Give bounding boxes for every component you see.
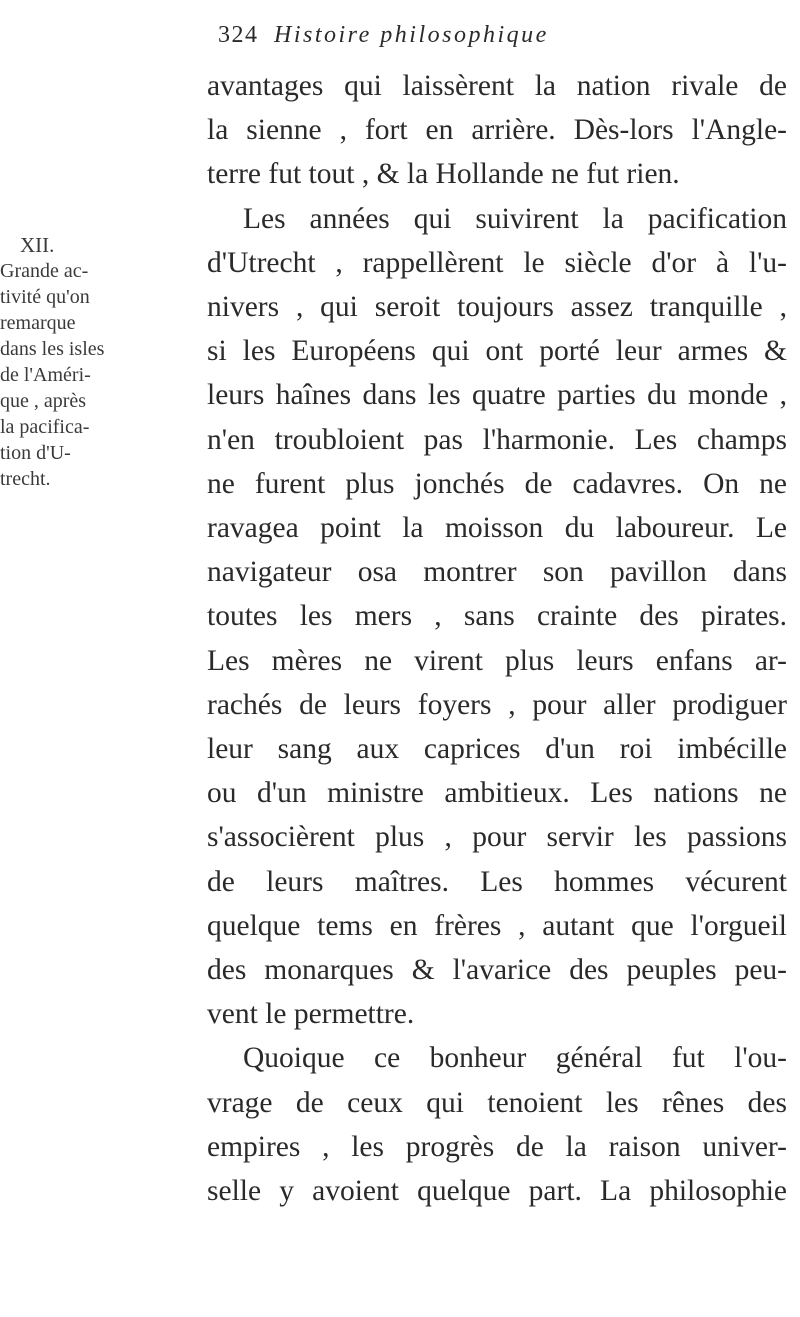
text-line: navigateur osa montrer son pavillon dans (207, 556, 787, 589)
text-line: quelque tems en frères , autant que l'orgueil (207, 909, 787, 942)
text-line: Les années qui suivirent la pacification (243, 202, 787, 235)
text-line: ravagea point la moisson du laboureur. Le (207, 512, 787, 545)
text-line: Les mères ne virent plus leurs enfans ar- (207, 644, 787, 677)
text-line: terre fut tout , & la Hollande ne fut rien. (207, 158, 680, 191)
text-line: selle y avoient quelque part. La philosophie (207, 1175, 787, 1208)
text-line: avantages qui laissèrent la nation rivale de (207, 70, 787, 102)
marginal-note-line: remarque (0, 312, 76, 334)
marginal-note-line: de l'Améri- (0, 364, 91, 386)
marginal-note-line: tivité qu'on (0, 286, 90, 308)
running-title: Histoire philosophique (274, 22, 549, 48)
text-line: rachés de leurs foyers , pour aller prodiguer (207, 688, 787, 721)
page-number: 324 (218, 22, 259, 48)
text-line: n'en troubloient pas l'harmonie. Les champs (207, 423, 787, 456)
text-line: Quoique ce bonheur général fut l'ou- (243, 1042, 787, 1075)
text-line: des monarques & l'avarice des peuples peu- (207, 954, 787, 987)
text-line: d'Utrecht , rappellèrent le siècle d'or à l'u- (207, 246, 787, 279)
text-line: ou d'un ministre ambitieux. Les nations ne (207, 777, 787, 810)
text-line: vent le permettre. (207, 998, 415, 1031)
text-line: leurs haînes dans les quatre parties du monde , (207, 379, 787, 412)
marginal-note-line: dans les isles (0, 338, 105, 360)
text-line: s'associèrent plus , pour servir les passions (207, 821, 787, 854)
marginal-note-line: tion d'U- (0, 442, 71, 464)
text-line: ne furent plus jonchés de cadavres. On ne (207, 467, 787, 500)
marginal-note (0, 232, 160, 492)
body-text (207, 64, 787, 1213)
text-line: nivers , qui seroit toujours assez tranquille , (207, 291, 787, 324)
marginal-note-line: la pacifica- (0, 416, 90, 438)
text-line: empires , les progrès de la raison univer- (207, 1130, 787, 1163)
text-line: leur sang aux caprices d'un roi imbécille (207, 733, 787, 766)
marginal-note-line: Grande ac- (0, 260, 89, 282)
text-line: la sienne , fort en arrière. Dès-lors l'Angle- (207, 114, 787, 147)
text-line: de leurs maîtres. Les hommes vécurent (207, 865, 787, 898)
marginal-note-line: trecht. (0, 468, 51, 490)
text-line: toutes les mers , sans crainte des pirates. (207, 600, 787, 633)
section-numeral: XII. (20, 233, 55, 257)
marginal-note-line: que , après (0, 390, 87, 412)
text-line: vrage de ceux qui tenoient les rênes des (207, 1086, 787, 1119)
running-head (218, 22, 549, 49)
text-line: si les Européens qui ont porté leur armes & (207, 335, 787, 368)
